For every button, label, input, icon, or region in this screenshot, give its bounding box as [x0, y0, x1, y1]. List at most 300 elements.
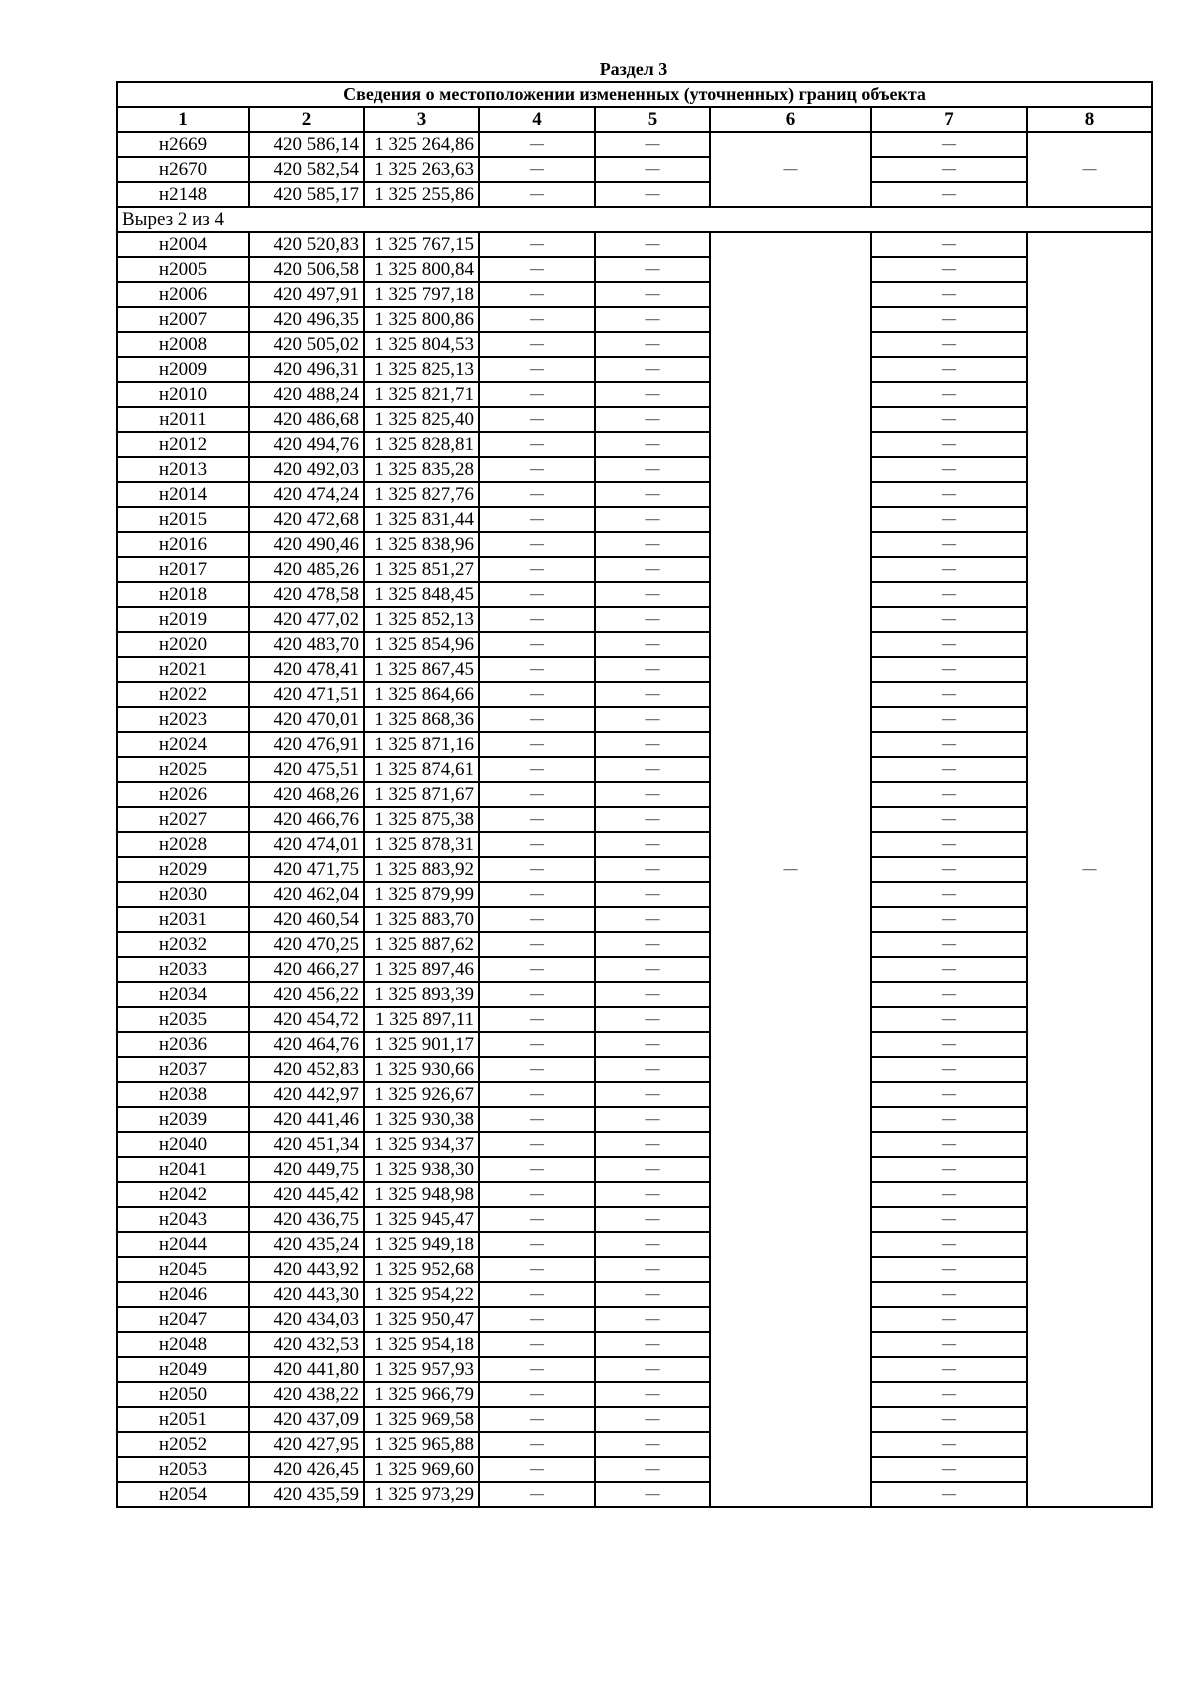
col4-cell: — — [479, 782, 595, 807]
point-name-cell: н2040 — [117, 1132, 249, 1157]
column-header: 1 — [117, 107, 249, 132]
col4-cell: — — [479, 707, 595, 732]
col7-cell: — — [871, 857, 1027, 882]
group-row — [117, 207, 1152, 232]
x-coordinate-cell: 420 426,45 — [249, 1457, 364, 1482]
table-row — [117, 1332, 1152, 1357]
y-coordinate-cell: 1 325 950,47 — [364, 1307, 479, 1332]
col4-cell: — — [479, 257, 595, 282]
document-page — [116, 57, 1151, 1508]
section-label: Раздел 3 — [599, 59, 668, 79]
table-row — [117, 807, 1152, 832]
column-header: 6 — [710, 107, 871, 132]
col7-cell: — — [871, 482, 1027, 507]
y-coordinate-cell: 1 325 848,45 — [364, 582, 479, 607]
col4-cell: — — [479, 832, 595, 857]
table-row — [117, 232, 1152, 257]
table-row — [117, 482, 1152, 507]
x-coordinate-cell: 420 496,31 — [249, 357, 364, 382]
y-coordinate-cell: 1 325 930,66 — [364, 1057, 479, 1082]
table-row — [117, 1382, 1152, 1407]
column-header: 8 — [1027, 107, 1152, 132]
x-coordinate-cell: 420 470,01 — [249, 707, 364, 732]
col4-cell: — — [479, 1107, 595, 1132]
col4-cell: — — [479, 1157, 595, 1182]
x-coordinate-cell: 420 586,14 — [249, 132, 364, 157]
table-row — [117, 682, 1152, 707]
col5-cell: — — [595, 432, 710, 457]
column-header: 7 — [871, 107, 1027, 132]
boundary-table — [116, 81, 1153, 1508]
x-coordinate-cell: 420 585,17 — [249, 182, 364, 207]
table-row — [117, 1082, 1152, 1107]
table-row — [117, 1357, 1152, 1382]
col5-cell: — — [595, 1232, 710, 1257]
col5-cell: — — [595, 607, 710, 632]
x-coordinate-cell: 420 441,46 — [249, 1107, 364, 1132]
col7-cell: — — [871, 682, 1027, 707]
col7-cell: — — [871, 882, 1027, 907]
point-name-cell: н2008 — [117, 332, 249, 357]
col7-cell: — — [871, 1007, 1027, 1032]
y-coordinate-cell: 1 325 851,27 — [364, 557, 479, 582]
y-coordinate-cell: 1 325 952,68 — [364, 1257, 479, 1282]
table-row — [117, 157, 1152, 182]
table-row — [117, 757, 1152, 782]
col5-cell: — — [595, 707, 710, 732]
col7-cell: — — [871, 557, 1027, 582]
x-coordinate-cell: 420 466,76 — [249, 807, 364, 832]
col7-cell: — — [871, 707, 1027, 732]
point-name-cell: н2015 — [117, 507, 249, 532]
col5-cell: — — [595, 1382, 710, 1407]
y-coordinate-cell: 1 325 887,62 — [364, 932, 479, 957]
col7-cell: — — [871, 432, 1027, 457]
col5-cell: — — [595, 857, 710, 882]
col5-cell: — — [595, 232, 710, 257]
column-header: 2 — [249, 107, 364, 132]
col4-cell: — — [479, 1407, 595, 1432]
col4-cell: — — [479, 807, 595, 832]
col4-cell: — — [479, 1332, 595, 1357]
col4-cell: — — [479, 232, 595, 257]
table-row — [117, 1407, 1152, 1432]
point-name-cell: н2148 — [117, 182, 249, 207]
col7-cell: — — [871, 757, 1027, 782]
y-coordinate-cell: 1 325 949,18 — [364, 1232, 479, 1257]
point-name-cell: н2010 — [117, 382, 249, 407]
x-coordinate-cell: 420 443,92 — [249, 1257, 364, 1282]
x-coordinate-cell: 420 485,26 — [249, 557, 364, 582]
col4-cell: — — [479, 1182, 595, 1207]
y-coordinate-cell: 1 325 875,38 — [364, 807, 479, 832]
x-coordinate-cell: 420 454,72 — [249, 1007, 364, 1032]
col4-cell: — — [479, 857, 595, 882]
col5-cell: — — [595, 1307, 710, 1332]
col5-cell: — — [595, 1357, 710, 1382]
table-row — [117, 782, 1152, 807]
y-coordinate-cell: 1 325 969,60 — [364, 1457, 479, 1482]
point-name-cell: н2046 — [117, 1282, 249, 1307]
col5-cell: — — [595, 1182, 710, 1207]
x-coordinate-cell: 420 464,76 — [249, 1032, 364, 1057]
y-coordinate-cell: 1 325 800,86 — [364, 307, 479, 332]
table-row — [117, 557, 1152, 582]
point-name-cell: н2049 — [117, 1357, 249, 1382]
col7-cell: — — [871, 607, 1027, 632]
col7-cell: — — [871, 1482, 1027, 1507]
col5-cell: — — [595, 1057, 710, 1082]
table-row — [117, 307, 1152, 332]
x-coordinate-cell: 420 432,53 — [249, 1332, 364, 1357]
col7-cell: — — [871, 1407, 1027, 1432]
y-coordinate-cell: 1 325 838,96 — [364, 532, 479, 557]
point-name-cell: н2052 — [117, 1432, 249, 1457]
x-coordinate-cell: 420 476,91 — [249, 732, 364, 757]
col4-cell: — — [479, 882, 595, 907]
y-coordinate-cell: 1 325 954,22 — [364, 1282, 479, 1307]
col7-cell: — — [871, 932, 1027, 957]
table-row — [117, 732, 1152, 757]
col7-cell: — — [871, 1232, 1027, 1257]
col5-cell: — — [595, 157, 710, 182]
col7-cell: — — [871, 232, 1027, 257]
point-name-cell: н2005 — [117, 257, 249, 282]
point-name-cell: н2016 — [117, 532, 249, 557]
col5-cell: — — [595, 757, 710, 782]
x-coordinate-cell: 420 496,35 — [249, 307, 364, 332]
table-row — [117, 657, 1152, 682]
y-coordinate-cell: 1 325 897,46 — [364, 957, 479, 982]
x-coordinate-cell: 420 456,22 — [249, 982, 364, 1007]
y-coordinate-cell: 1 325 263,63 — [364, 157, 479, 182]
col4-cell: — — [479, 1057, 595, 1082]
col5-cell: — — [595, 382, 710, 407]
table-row — [117, 1257, 1152, 1282]
point-name-cell: н2023 — [117, 707, 249, 732]
y-coordinate-cell: 1 325 804,53 — [364, 332, 479, 357]
y-coordinate-cell: 1 325 879,99 — [364, 882, 479, 907]
x-coordinate-cell: 420 449,75 — [249, 1157, 364, 1182]
point-name-cell: н2038 — [117, 1082, 249, 1107]
table-row — [117, 857, 1152, 882]
y-coordinate-cell: 1 325 893,39 — [364, 982, 479, 1007]
point-name-cell: н2037 — [117, 1057, 249, 1082]
col5-cell: — — [595, 982, 710, 1007]
col5-cell: — — [595, 1207, 710, 1232]
y-coordinate-cell: 1 325 835,28 — [364, 457, 479, 482]
table-title-row — [117, 82, 1152, 107]
x-coordinate-cell: 420 474,24 — [249, 482, 364, 507]
table-row — [117, 982, 1152, 1007]
x-coordinate-cell: 420 435,59 — [249, 1482, 364, 1507]
col5-cell: — — [595, 282, 710, 307]
point-name-cell: н2669 — [117, 132, 249, 157]
x-coordinate-cell: 420 486,68 — [249, 407, 364, 432]
table-row — [117, 332, 1152, 357]
y-coordinate-cell: 1 325 821,71 — [364, 382, 479, 407]
col7-cell: — — [871, 1357, 1027, 1382]
col4-cell: — — [479, 532, 595, 557]
x-coordinate-cell: 420 460,54 — [249, 907, 364, 932]
col7-cell: — — [871, 657, 1027, 682]
col5-cell: — — [595, 307, 710, 332]
col4-cell: — — [479, 957, 595, 982]
col4-cell: — — [479, 1007, 595, 1032]
column-header: 3 — [364, 107, 479, 132]
col7-cell: — — [871, 1032, 1027, 1057]
table-row — [117, 182, 1152, 207]
col4-cell: — — [479, 1257, 595, 1282]
col7-cell: — — [871, 1182, 1027, 1207]
column-header: 5 — [595, 107, 710, 132]
y-coordinate-cell: 1 325 969,58 — [364, 1407, 479, 1432]
y-coordinate-cell: 1 325 948,98 — [364, 1182, 479, 1207]
col7-cell: — — [871, 257, 1027, 282]
col5-cell: — — [595, 1132, 710, 1157]
x-coordinate-cell: 420 443,30 — [249, 1282, 364, 1307]
col5-cell: — — [595, 1457, 710, 1482]
col5-cell: — — [595, 1482, 710, 1507]
point-name-cell: н2007 — [117, 307, 249, 332]
col7-cell: — — [871, 532, 1027, 557]
col4-cell: — — [479, 1207, 595, 1232]
col7-cell: — — [871, 1282, 1027, 1307]
col4-cell: — — [479, 607, 595, 632]
point-name-cell: н2004 — [117, 232, 249, 257]
col4-cell: — — [479, 457, 595, 482]
y-coordinate-cell: 1 325 934,37 — [364, 1132, 479, 1157]
table-row — [117, 1207, 1152, 1232]
point-name-cell: н2047 — [117, 1307, 249, 1332]
col4-cell: — — [479, 657, 595, 682]
y-coordinate-cell: 1 325 874,61 — [364, 757, 479, 782]
x-coordinate-cell: 420 468,26 — [249, 782, 364, 807]
col7-cell: — — [871, 307, 1027, 332]
table-row — [117, 1307, 1152, 1332]
y-coordinate-cell: 1 325 878,31 — [364, 832, 479, 857]
y-coordinate-cell: 1 325 883,70 — [364, 907, 479, 932]
point-name-cell: н2025 — [117, 757, 249, 782]
col4-cell: — — [479, 1457, 595, 1482]
y-coordinate-cell: 1 325 825,40 — [364, 407, 479, 432]
x-coordinate-cell: 420 505,02 — [249, 332, 364, 357]
col7-cell: — — [871, 1382, 1027, 1407]
col5-cell: — — [595, 1282, 710, 1307]
col7-cell: — — [871, 1432, 1027, 1457]
point-name-cell: н2054 — [117, 1482, 249, 1507]
col7-cell: — — [871, 132, 1027, 157]
table-row — [117, 282, 1152, 307]
y-coordinate-cell: 1 325 767,15 — [364, 232, 479, 257]
x-coordinate-cell: 420 520,83 — [249, 232, 364, 257]
y-coordinate-cell: 1 325 945,47 — [364, 1207, 479, 1232]
col5-cell: — — [595, 632, 710, 657]
table-row — [117, 957, 1152, 982]
point-name-cell: н2021 — [117, 657, 249, 682]
col5-cell: — — [595, 732, 710, 757]
y-coordinate-cell: 1 325 966,79 — [364, 1382, 479, 1407]
col7-cell: — — [871, 632, 1027, 657]
col4-cell: — — [479, 682, 595, 707]
col7-cell: — — [871, 1257, 1027, 1282]
col7-cell: — — [871, 1207, 1027, 1232]
x-coordinate-cell: 420 462,04 — [249, 882, 364, 907]
x-coordinate-cell: 420 483,70 — [249, 632, 364, 657]
point-name-cell: н2022 — [117, 682, 249, 707]
table-row — [117, 257, 1152, 282]
col7-cell: — — [871, 832, 1027, 857]
col5-cell: — — [595, 482, 710, 507]
point-name-cell: н2051 — [117, 1407, 249, 1432]
table-row — [117, 907, 1152, 932]
col4-cell: — — [479, 1282, 595, 1307]
col7-cell: — — [871, 1307, 1027, 1332]
x-coordinate-cell: 420 436,75 — [249, 1207, 364, 1232]
point-name-cell: н2014 — [117, 482, 249, 507]
point-name-cell: н2044 — [117, 1232, 249, 1257]
col4-cell: — — [479, 332, 595, 357]
point-name-cell: н2006 — [117, 282, 249, 307]
y-coordinate-cell: 1 325 930,38 — [364, 1107, 479, 1132]
col7-cell: — — [871, 1082, 1027, 1107]
col8-merged-cell: — — [1027, 132, 1152, 207]
y-coordinate-cell: 1 325 954,18 — [364, 1332, 479, 1357]
y-coordinate-cell: 1 325 883,92 — [364, 857, 479, 882]
col4-cell: — — [479, 1307, 595, 1332]
col4-cell: — — [479, 1032, 595, 1057]
table-row — [117, 457, 1152, 482]
x-coordinate-cell: 420 475,51 — [249, 757, 364, 782]
col7-cell: — — [871, 282, 1027, 307]
point-name-cell: н2013 — [117, 457, 249, 482]
x-coordinate-cell: 420 471,75 — [249, 857, 364, 882]
table-row — [117, 932, 1152, 957]
col5-cell: — — [595, 407, 710, 432]
x-coordinate-cell: 420 437,09 — [249, 1407, 364, 1432]
col5-cell: — — [595, 1257, 710, 1282]
point-name-cell: н2033 — [117, 957, 249, 982]
table-row — [117, 1007, 1152, 1032]
x-coordinate-cell: 420 435,24 — [249, 1232, 364, 1257]
col7-cell: — — [871, 1157, 1027, 1182]
col7-cell: — — [871, 182, 1027, 207]
point-name-cell: н2041 — [117, 1157, 249, 1182]
x-coordinate-cell: 420 506,58 — [249, 257, 364, 282]
col5-cell: — — [595, 907, 710, 932]
col4-cell: — — [479, 157, 595, 182]
table-row — [117, 1132, 1152, 1157]
col7-cell: — — [871, 382, 1027, 407]
y-coordinate-cell: 1 325 854,96 — [364, 632, 479, 657]
col4-cell: — — [479, 1357, 595, 1382]
x-coordinate-cell: 420 492,03 — [249, 457, 364, 482]
col5-cell: — — [595, 782, 710, 807]
col5-cell: — — [595, 1032, 710, 1057]
col5-cell: — — [595, 457, 710, 482]
y-coordinate-cell: 1 325 825,13 — [364, 357, 479, 382]
col7-cell: — — [871, 1132, 1027, 1157]
y-coordinate-cell: 1 325 871,67 — [364, 782, 479, 807]
y-coordinate-cell: 1 325 800,84 — [364, 257, 479, 282]
y-coordinate-cell: 1 325 901,17 — [364, 1032, 479, 1057]
col5-cell: — — [595, 882, 710, 907]
col5-cell: — — [595, 182, 710, 207]
col4-cell: — — [479, 1132, 595, 1157]
col4-cell: — — [479, 557, 595, 582]
table-row — [117, 1457, 1152, 1482]
table-row — [117, 132, 1152, 157]
col5-cell: — — [595, 1157, 710, 1182]
col7-cell: — — [871, 782, 1027, 807]
table-row — [117, 507, 1152, 532]
col5-cell: — — [595, 1407, 710, 1432]
point-name-cell: н2024 — [117, 732, 249, 757]
col7-cell: — — [871, 582, 1027, 607]
point-name-cell: н2009 — [117, 357, 249, 382]
y-coordinate-cell: 1 325 827,76 — [364, 482, 479, 507]
table-row — [117, 532, 1152, 557]
point-name-cell: н2670 — [117, 157, 249, 182]
x-coordinate-cell: 420 478,58 — [249, 582, 364, 607]
col5-cell: — — [595, 507, 710, 532]
col7-cell: — — [871, 357, 1027, 382]
point-name-cell: н2036 — [117, 1032, 249, 1057]
table-title: Сведения о местоположении измененных (уточненных) границ объекта — [117, 82, 1152, 107]
y-coordinate-cell: 1 325 871,16 — [364, 732, 479, 757]
col5-cell: — — [595, 832, 710, 857]
col7-cell: — — [871, 407, 1027, 432]
col4-cell: — — [479, 382, 595, 407]
point-name-cell: н2028 — [117, 832, 249, 857]
x-coordinate-cell: 420 471,51 — [249, 682, 364, 707]
x-coordinate-cell: 420 441,80 — [249, 1357, 364, 1382]
y-coordinate-cell: 1 325 957,93 — [364, 1357, 479, 1382]
point-name-cell: н2026 — [117, 782, 249, 807]
x-coordinate-cell: 420 466,27 — [249, 957, 364, 982]
group-label: Вырез 2 из 4 — [117, 207, 1152, 232]
column-header: 4 — [479, 107, 595, 132]
y-coordinate-cell: 1 325 965,88 — [364, 1432, 479, 1457]
col4-cell: — — [479, 482, 595, 507]
table-row — [117, 882, 1152, 907]
x-coordinate-cell: 420 472,68 — [249, 507, 364, 532]
col7-cell: — — [871, 157, 1027, 182]
y-coordinate-cell: 1 325 255,86 — [364, 182, 479, 207]
col4-cell: — — [479, 1432, 595, 1457]
col7-cell: — — [871, 982, 1027, 1007]
col5-cell: — — [595, 257, 710, 282]
table-row — [117, 1182, 1152, 1207]
col5-cell: — — [595, 1007, 710, 1032]
x-coordinate-cell: 420 452,83 — [249, 1057, 364, 1082]
y-coordinate-cell: 1 325 868,36 — [364, 707, 479, 732]
col7-cell: — — [871, 957, 1027, 982]
col5-cell: — — [595, 132, 710, 157]
col4-cell: — — [479, 982, 595, 1007]
y-coordinate-cell: 1 325 828,81 — [364, 432, 479, 457]
col7-cell: — — [871, 1107, 1027, 1132]
x-coordinate-cell: 420 470,25 — [249, 932, 364, 957]
y-coordinate-cell: 1 325 926,67 — [364, 1082, 479, 1107]
table-body — [117, 82, 1152, 1507]
col4-cell: — — [479, 582, 595, 607]
table-row — [117, 1432, 1152, 1457]
point-name-cell: н2012 — [117, 432, 249, 457]
y-coordinate-cell: 1 325 867,45 — [364, 657, 479, 682]
point-name-cell: н2053 — [117, 1457, 249, 1482]
point-name-cell: н2050 — [117, 1382, 249, 1407]
